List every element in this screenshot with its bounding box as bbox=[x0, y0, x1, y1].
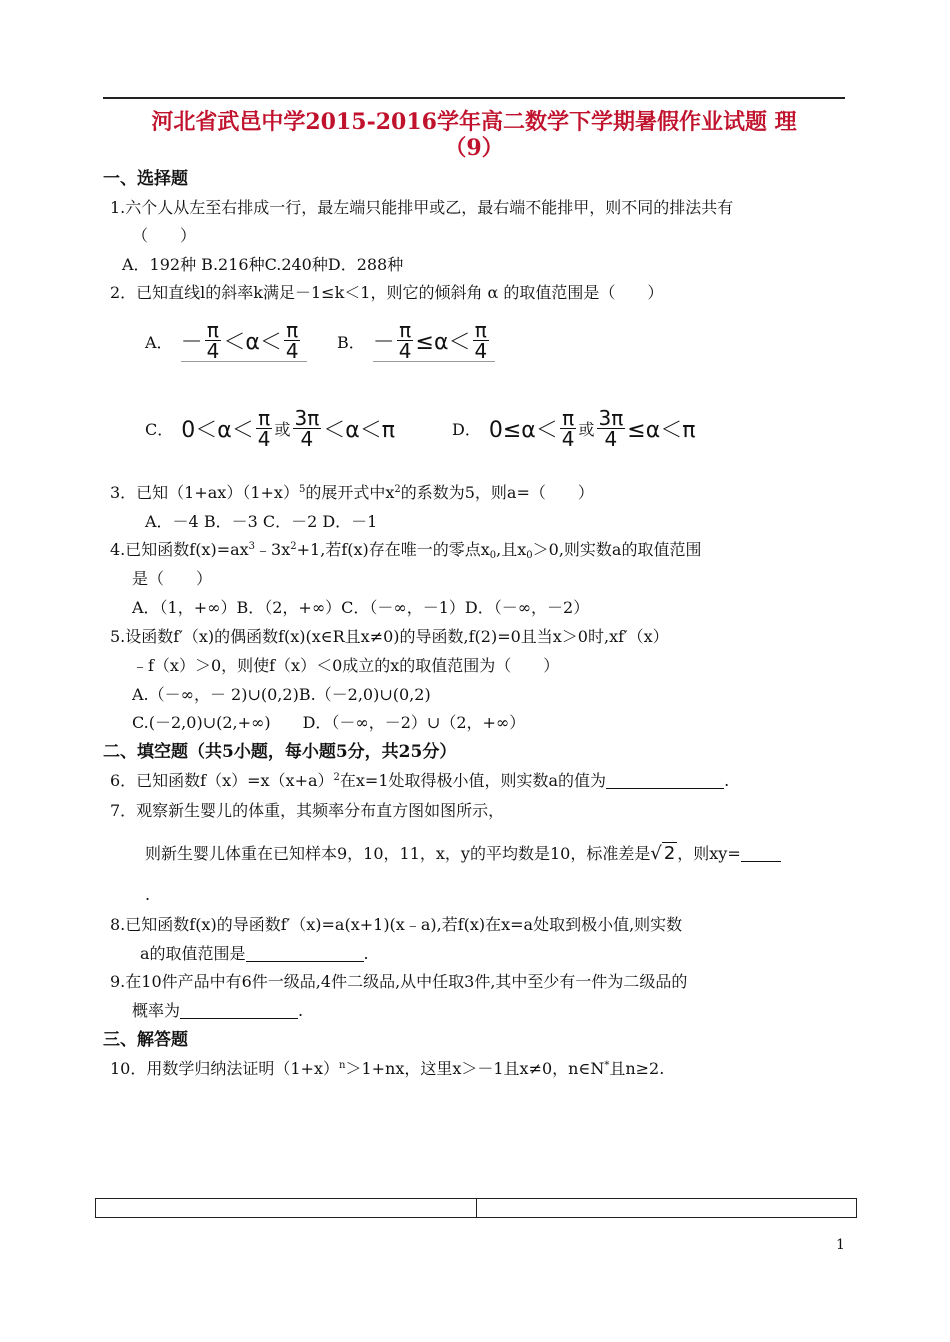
footer-cell-left bbox=[96, 1199, 477, 1217]
inequality-text: 0≤α＜ bbox=[488, 418, 558, 443]
question-5-options-2: C.(－2,0)∪(2,+∞) D．（－∞，－2）∪（2，+∞） bbox=[132, 713, 526, 732]
question-4-options: A．（1，+∞）B．（2，+∞）C．（－∞，－1）D．（－∞，－2） bbox=[132, 598, 590, 617]
footer-cell-right bbox=[477, 1199, 857, 1217]
question-3-options: A．－4 B．－3 C．－2 D．－1 bbox=[145, 512, 378, 531]
question-2-option-c bbox=[145, 408, 395, 449]
question-4-line-1: 4.已知函数$f(x)=ax^3﹣3x^2+1$,若f(x)存在唯一的零点$x_0$,且$x_0>0$,则实数a的取值范围 bbox=[110, 540, 702, 561]
fraction-pi-over-4: $\frac{\pi}{4}$ bbox=[561, 406, 575, 451]
inequality-text: ≤α＜ bbox=[415, 330, 471, 355]
inequality-text: ＜α＜ bbox=[223, 330, 282, 355]
inequality-text: ≤α＜π bbox=[627, 418, 696, 443]
minus-sign: － bbox=[372, 330, 395, 355]
question-7-line-1: 7．观察新生婴儿的体重，其频率分布直方图如图所示， bbox=[110, 801, 505, 820]
option-b-formula bbox=[373, 320, 495, 362]
option-c-formula bbox=[181, 408, 395, 449]
question-3-stem: 3．已知$(1+ax)(1+x)^5$的展开式中$x^2$的系数为5，则a=（ ） bbox=[110, 483, 594, 502]
answer-blank[interactable] bbox=[180, 1002, 298, 1019]
answer-blank[interactable] bbox=[606, 772, 724, 789]
question-5-options-1: A.（－∞，－ 2)∪(0,2)B.（－2,0)∪(0,2) bbox=[132, 685, 431, 704]
question-8-line-2: a的取值范围是 . bbox=[140, 944, 369, 963]
page-number: 1 bbox=[836, 1237, 845, 1253]
inequality-text: ＜α＜π bbox=[323, 418, 396, 443]
fraction-pi-over-4: $\frac{\pi}{4}$ bbox=[474, 318, 488, 363]
question-5-line-1: 5.设函数f′（x)的偶函数f(x)(x∈R且x≠0)的导函数,f(2)=0且当x＞0时,xf′（x） bbox=[110, 627, 669, 646]
question-9-line-2: 概率为 . bbox=[132, 1001, 304, 1020]
fraction-3pi-over-4: $\frac{3\pi}{4}$ bbox=[598, 406, 624, 451]
inequality-text: 0＜α＜ bbox=[181, 418, 254, 443]
option-a-formula bbox=[181, 320, 307, 362]
section-heading-solve: 三、解答题 bbox=[103, 1030, 188, 1050]
footer-table bbox=[95, 1198, 857, 1218]
question-8-line-1: 8.已知函数f(x)的导函数f′（x)=a(x+1)(x﹣a),若f(x)在x=a处取到极小值,则实数 bbox=[110, 915, 683, 934]
option-b-label: B． bbox=[337, 332, 365, 352]
question-1-line-1: 1.六个人从左至右排成一行，最左端只能排甲或乙，最右端不能排甲，则不同的排法共有 bbox=[110, 198, 734, 217]
answer-blank[interactable] bbox=[246, 945, 364, 962]
option-d-label: D． bbox=[452, 420, 481, 439]
question-5-line-2: ﹣f（x）＞0，则使f（x）＜0成立的x的取值范围为（ ） bbox=[132, 656, 560, 675]
question-1-options: A．192种 B.216种C.240种D．288种 bbox=[122, 255, 404, 274]
sqrt-symbol: √ 2 bbox=[650, 843, 676, 864]
question-7-line-2: 则新生婴儿体重在已知样本9，10，11，x，y的平均数是10，标准差是√ 2 ，则xy= bbox=[145, 843, 781, 865]
question-1-line-2: （ ） bbox=[132, 226, 197, 245]
fraction-pi-over-4: $\frac{\pi}{4}$ bbox=[285, 318, 299, 363]
fraction-pi-over-4: $\frac{\pi}{4}$ bbox=[257, 406, 271, 451]
fraction-pi-over-4: $\frac{\pi}{4}$ bbox=[206, 318, 220, 363]
question-7-period: . bbox=[145, 885, 151, 904]
title-line-1: 河北省武邑中学2015-2016学年高二数学下学期暑假作业试题 理 bbox=[151, 109, 797, 135]
question-9-line-1: 9.在10件产品中有6件一级品,4件二级品,从中任取3件,其中至少有一件为二级品的 bbox=[110, 972, 688, 991]
question-6: 6．已知函数$f(x)=x(x+a)^2$在x=1处取得极小值，则实数a的值为 . bbox=[110, 771, 730, 790]
option-a-label: A． bbox=[145, 332, 173, 352]
question-10: 10．用数学归纳法证明$(1+x)^n>1+nx$，这里x＞－1且x≠0，n∈N*且n≥2. bbox=[110, 1059, 665, 1078]
title-line-2: （9） bbox=[444, 135, 504, 161]
question-2-stem: 2．已知直线l的斜率k满足－1≤k＜1，则它的倾斜角 α 的取值范围是（ ） bbox=[110, 283, 664, 302]
section-heading-choice: 一、选择题 bbox=[103, 169, 188, 189]
question-2-option-b bbox=[337, 320, 495, 362]
option-d-formula bbox=[489, 408, 696, 449]
fraction-3pi-over-4: $\frac{3\pi}{4}$ bbox=[294, 406, 320, 451]
question-4-line-2: 是（ ） bbox=[132, 569, 213, 588]
or-word: 或 bbox=[274, 420, 291, 439]
header-rule bbox=[103, 97, 845, 99]
answer-blank[interactable] bbox=[741, 845, 781, 862]
option-c-label: C． bbox=[145, 420, 174, 439]
question-2-option-d bbox=[452, 408, 695, 449]
fraction-pi-over-4: $\frac{\pi}{4}$ bbox=[398, 318, 412, 363]
section-heading-fill-in: 二、填空题（共5小题，每小题5分，共25分） bbox=[103, 742, 457, 762]
minus-sign: － bbox=[180, 330, 203, 355]
question-2-option-a bbox=[145, 320, 307, 362]
or-word: 或 bbox=[578, 420, 595, 439]
